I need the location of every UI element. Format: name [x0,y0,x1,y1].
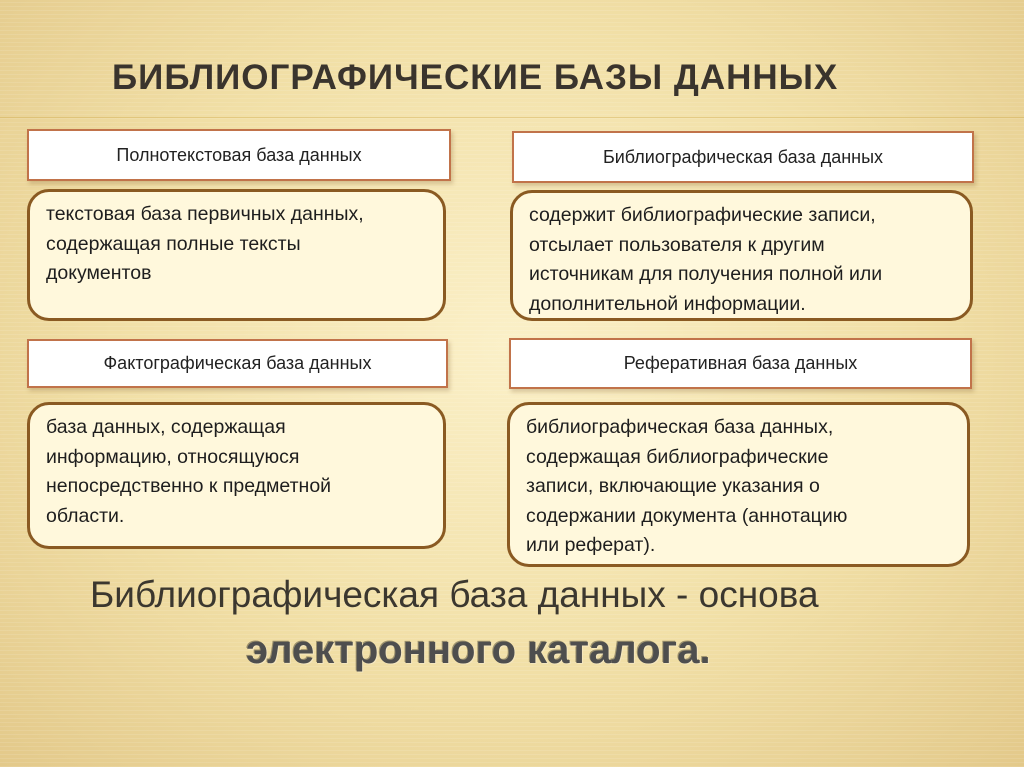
heading-bibliographic-db: Библиографическая база данных [512,131,974,183]
heading-fulltext-db: Полнотекстовая база данных [27,129,451,181]
heading-factographic-db: Фактографическая база данных [27,339,448,388]
card-bibliographic-db [510,190,973,321]
footer-line-1: Библиографическая база данных - основа [90,574,819,615]
card-abstract-db [507,402,970,567]
card-bibliographic-db-text: содержит библиографические записи, отсылает пользователя к другим источникам для получения полной или дополнительной информации. [529,204,883,315]
title-divider [0,117,1024,118]
slide-title: БИБЛИОГРАФИЧЕСКИЕ БАЗЫ ДАННЫХ [112,58,839,97]
heading-abstract-db: Реферативная база данных [509,338,972,389]
card-factographic-db [27,402,446,549]
footer-line-2: электронного каталога. [246,628,711,672]
card-fulltext-db [27,189,446,321]
card-factographic-db-text: база данных, содержащая информацию, относящуюся непосредственно к предметной области. [46,416,332,527]
card-fulltext-db-text: текстовая база первичных данных, содержащая полные тексты документов [46,203,364,284]
card-abstract-db-text: библиографическая база данных, содержащая библиографические записи, включающие указания о содержании документа (аннотацию или реферат). [526,416,848,556]
